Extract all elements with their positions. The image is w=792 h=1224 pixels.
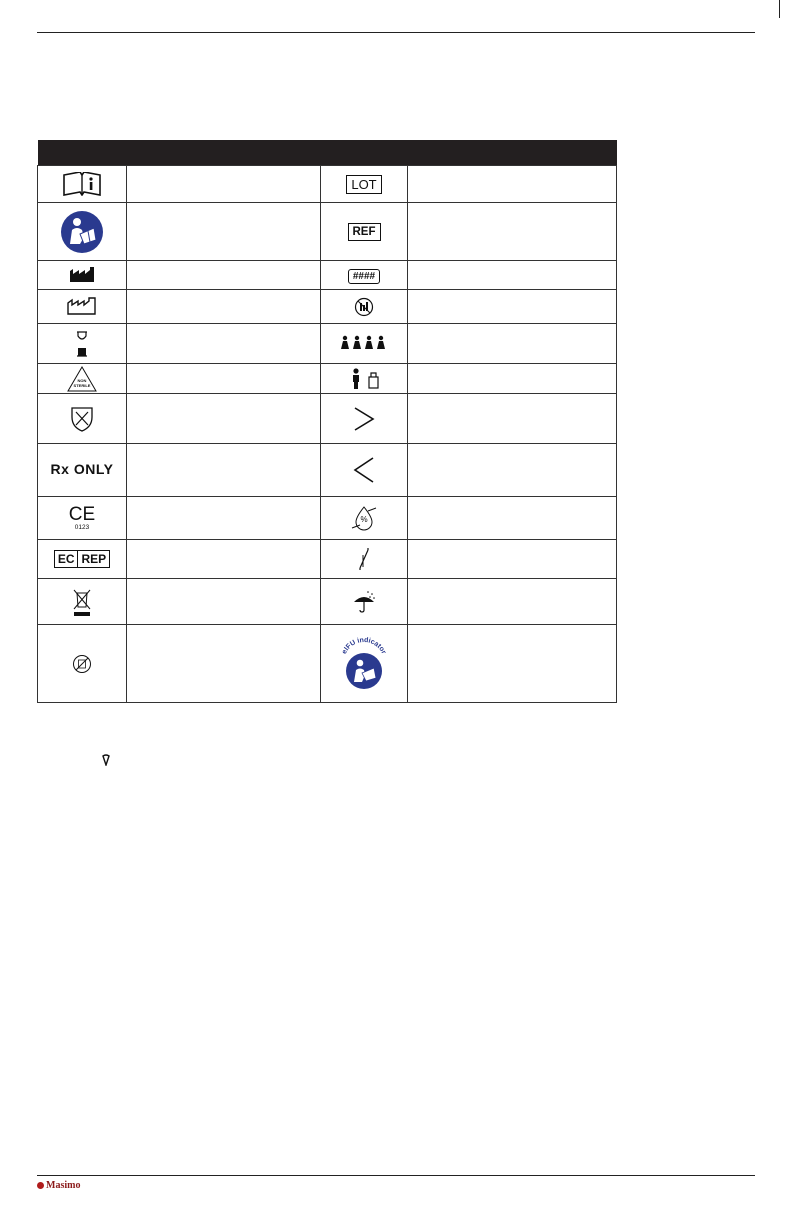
defibrillation-proof-icon bbox=[68, 405, 96, 433]
symbol-cell bbox=[321, 166, 408, 203]
notified-body-number: 0123 bbox=[74, 523, 90, 531]
symbol-cell bbox=[321, 261, 408, 290]
catalogue-number-box: REF bbox=[348, 223, 381, 241]
table-row bbox=[38, 540, 617, 579]
header-cell bbox=[321, 140, 408, 166]
description-cell bbox=[408, 290, 617, 324]
symbol-cell bbox=[321, 324, 408, 364]
symbols-table bbox=[37, 140, 617, 703]
table-row bbox=[38, 261, 617, 290]
description-cell bbox=[127, 394, 321, 444]
identifier-icon: #### bbox=[348, 269, 380, 284]
description-cell bbox=[408, 579, 617, 625]
ce-mark-icon bbox=[69, 505, 95, 532]
eifu-indicator-icon bbox=[335, 635, 393, 693]
table-row bbox=[38, 166, 617, 203]
table-row bbox=[38, 324, 617, 364]
use-by-date-icon bbox=[76, 331, 88, 357]
manufacturer-icon bbox=[69, 267, 95, 283]
description-cell bbox=[408, 444, 617, 497]
description-cell bbox=[127, 203, 321, 261]
description-cell bbox=[127, 497, 321, 540]
symbol-cell bbox=[38, 444, 127, 497]
table-header-row bbox=[38, 140, 617, 166]
symbol-cell bbox=[321, 394, 408, 444]
description-cell bbox=[408, 324, 617, 364]
description-cell bbox=[127, 324, 321, 364]
svg-text:NON: NON bbox=[77, 377, 87, 383]
table-row bbox=[38, 394, 617, 444]
ce-mark-text: CE bbox=[68, 503, 96, 525]
description-cell bbox=[127, 579, 321, 625]
table-row bbox=[38, 444, 617, 497]
symbol-cell bbox=[38, 261, 127, 290]
symbol-cell bbox=[38, 324, 127, 364]
less-than-icon bbox=[352, 456, 376, 484]
table-row bbox=[38, 625, 617, 703]
svg-text:%: % bbox=[360, 515, 368, 524]
symbol-cell bbox=[321, 364, 408, 394]
symbol-cell bbox=[38, 364, 127, 394]
follow-instructions-icon bbox=[60, 210, 104, 254]
non-sterile-icon bbox=[67, 366, 97, 392]
description-cell bbox=[127, 364, 321, 394]
header-cell bbox=[127, 140, 321, 166]
table-row bbox=[38, 364, 617, 394]
symbol-cell bbox=[321, 625, 408, 703]
symbol-cell bbox=[38, 540, 127, 579]
natural-rubber-latex-icon bbox=[354, 297, 374, 317]
header-cell bbox=[38, 140, 127, 166]
footer-rule bbox=[37, 1175, 755, 1176]
description-cell bbox=[408, 625, 617, 703]
svg-text:STERILE: STERILE bbox=[73, 382, 91, 388]
not-made-with-latex-icon bbox=[72, 654, 92, 674]
description-cell bbox=[408, 364, 617, 394]
symbol-cell bbox=[38, 394, 127, 444]
ec-rep-icon bbox=[54, 550, 110, 568]
description-cell bbox=[408, 394, 617, 444]
header-cell bbox=[408, 140, 617, 166]
table-row bbox=[38, 290, 617, 324]
symbol-cell bbox=[38, 203, 127, 261]
rx-only-label: Rx ONLY bbox=[50, 461, 114, 477]
temperature-limitation-icon bbox=[357, 547, 371, 571]
description-cell bbox=[408, 540, 617, 579]
description-cell bbox=[408, 261, 617, 290]
symbol-cell bbox=[321, 579, 408, 625]
symbol-cell bbox=[38, 166, 127, 203]
symbol-cell bbox=[321, 290, 408, 324]
patient-weight-icon bbox=[348, 368, 380, 390]
description-cell bbox=[408, 166, 617, 203]
crop-mark bbox=[779, 0, 780, 18]
description-cell bbox=[127, 166, 321, 203]
date-of-manufacture-icon bbox=[67, 297, 97, 315]
description-cell bbox=[408, 203, 617, 261]
description-cell bbox=[127, 625, 321, 703]
symbol-cell bbox=[321, 540, 408, 579]
description-cell bbox=[127, 444, 321, 497]
lot-code-box: LOT bbox=[346, 175, 381, 194]
svg-text:eIFU indicator: eIFU indicator bbox=[341, 636, 388, 655]
description-cell bbox=[127, 261, 321, 290]
description-cell bbox=[127, 290, 321, 324]
logo-dot-icon bbox=[37, 1182, 44, 1189]
description-cell bbox=[408, 497, 617, 540]
quantity-icon bbox=[340, 335, 388, 351]
description-cell bbox=[127, 540, 321, 579]
masimo-logo bbox=[37, 1180, 80, 1191]
ec-rep-rep-text: REP bbox=[78, 550, 110, 568]
masimo-mark-icon bbox=[102, 754, 110, 766]
header-rule bbox=[37, 32, 755, 33]
weee-disposal-icon bbox=[72, 587, 92, 617]
symbol-cell bbox=[38, 625, 127, 703]
table-row bbox=[38, 579, 617, 625]
humidity-limitation-icon bbox=[351, 505, 377, 531]
symbol-cell bbox=[321, 203, 408, 261]
symbol-cell bbox=[321, 444, 408, 497]
symbol-cell bbox=[38, 579, 127, 625]
greater-than-icon bbox=[352, 406, 376, 432]
keep-dry-icon bbox=[351, 590, 377, 614]
symbol-cell bbox=[38, 290, 127, 324]
table-row bbox=[38, 497, 617, 540]
symbol-cell bbox=[321, 497, 408, 540]
table-row bbox=[38, 203, 617, 261]
ec-rep-ec-text: EC bbox=[54, 550, 79, 568]
logo-text: Masimo bbox=[46, 1180, 81, 1191]
symbol-cell bbox=[38, 497, 127, 540]
consult-instructions-icon bbox=[62, 172, 102, 196]
